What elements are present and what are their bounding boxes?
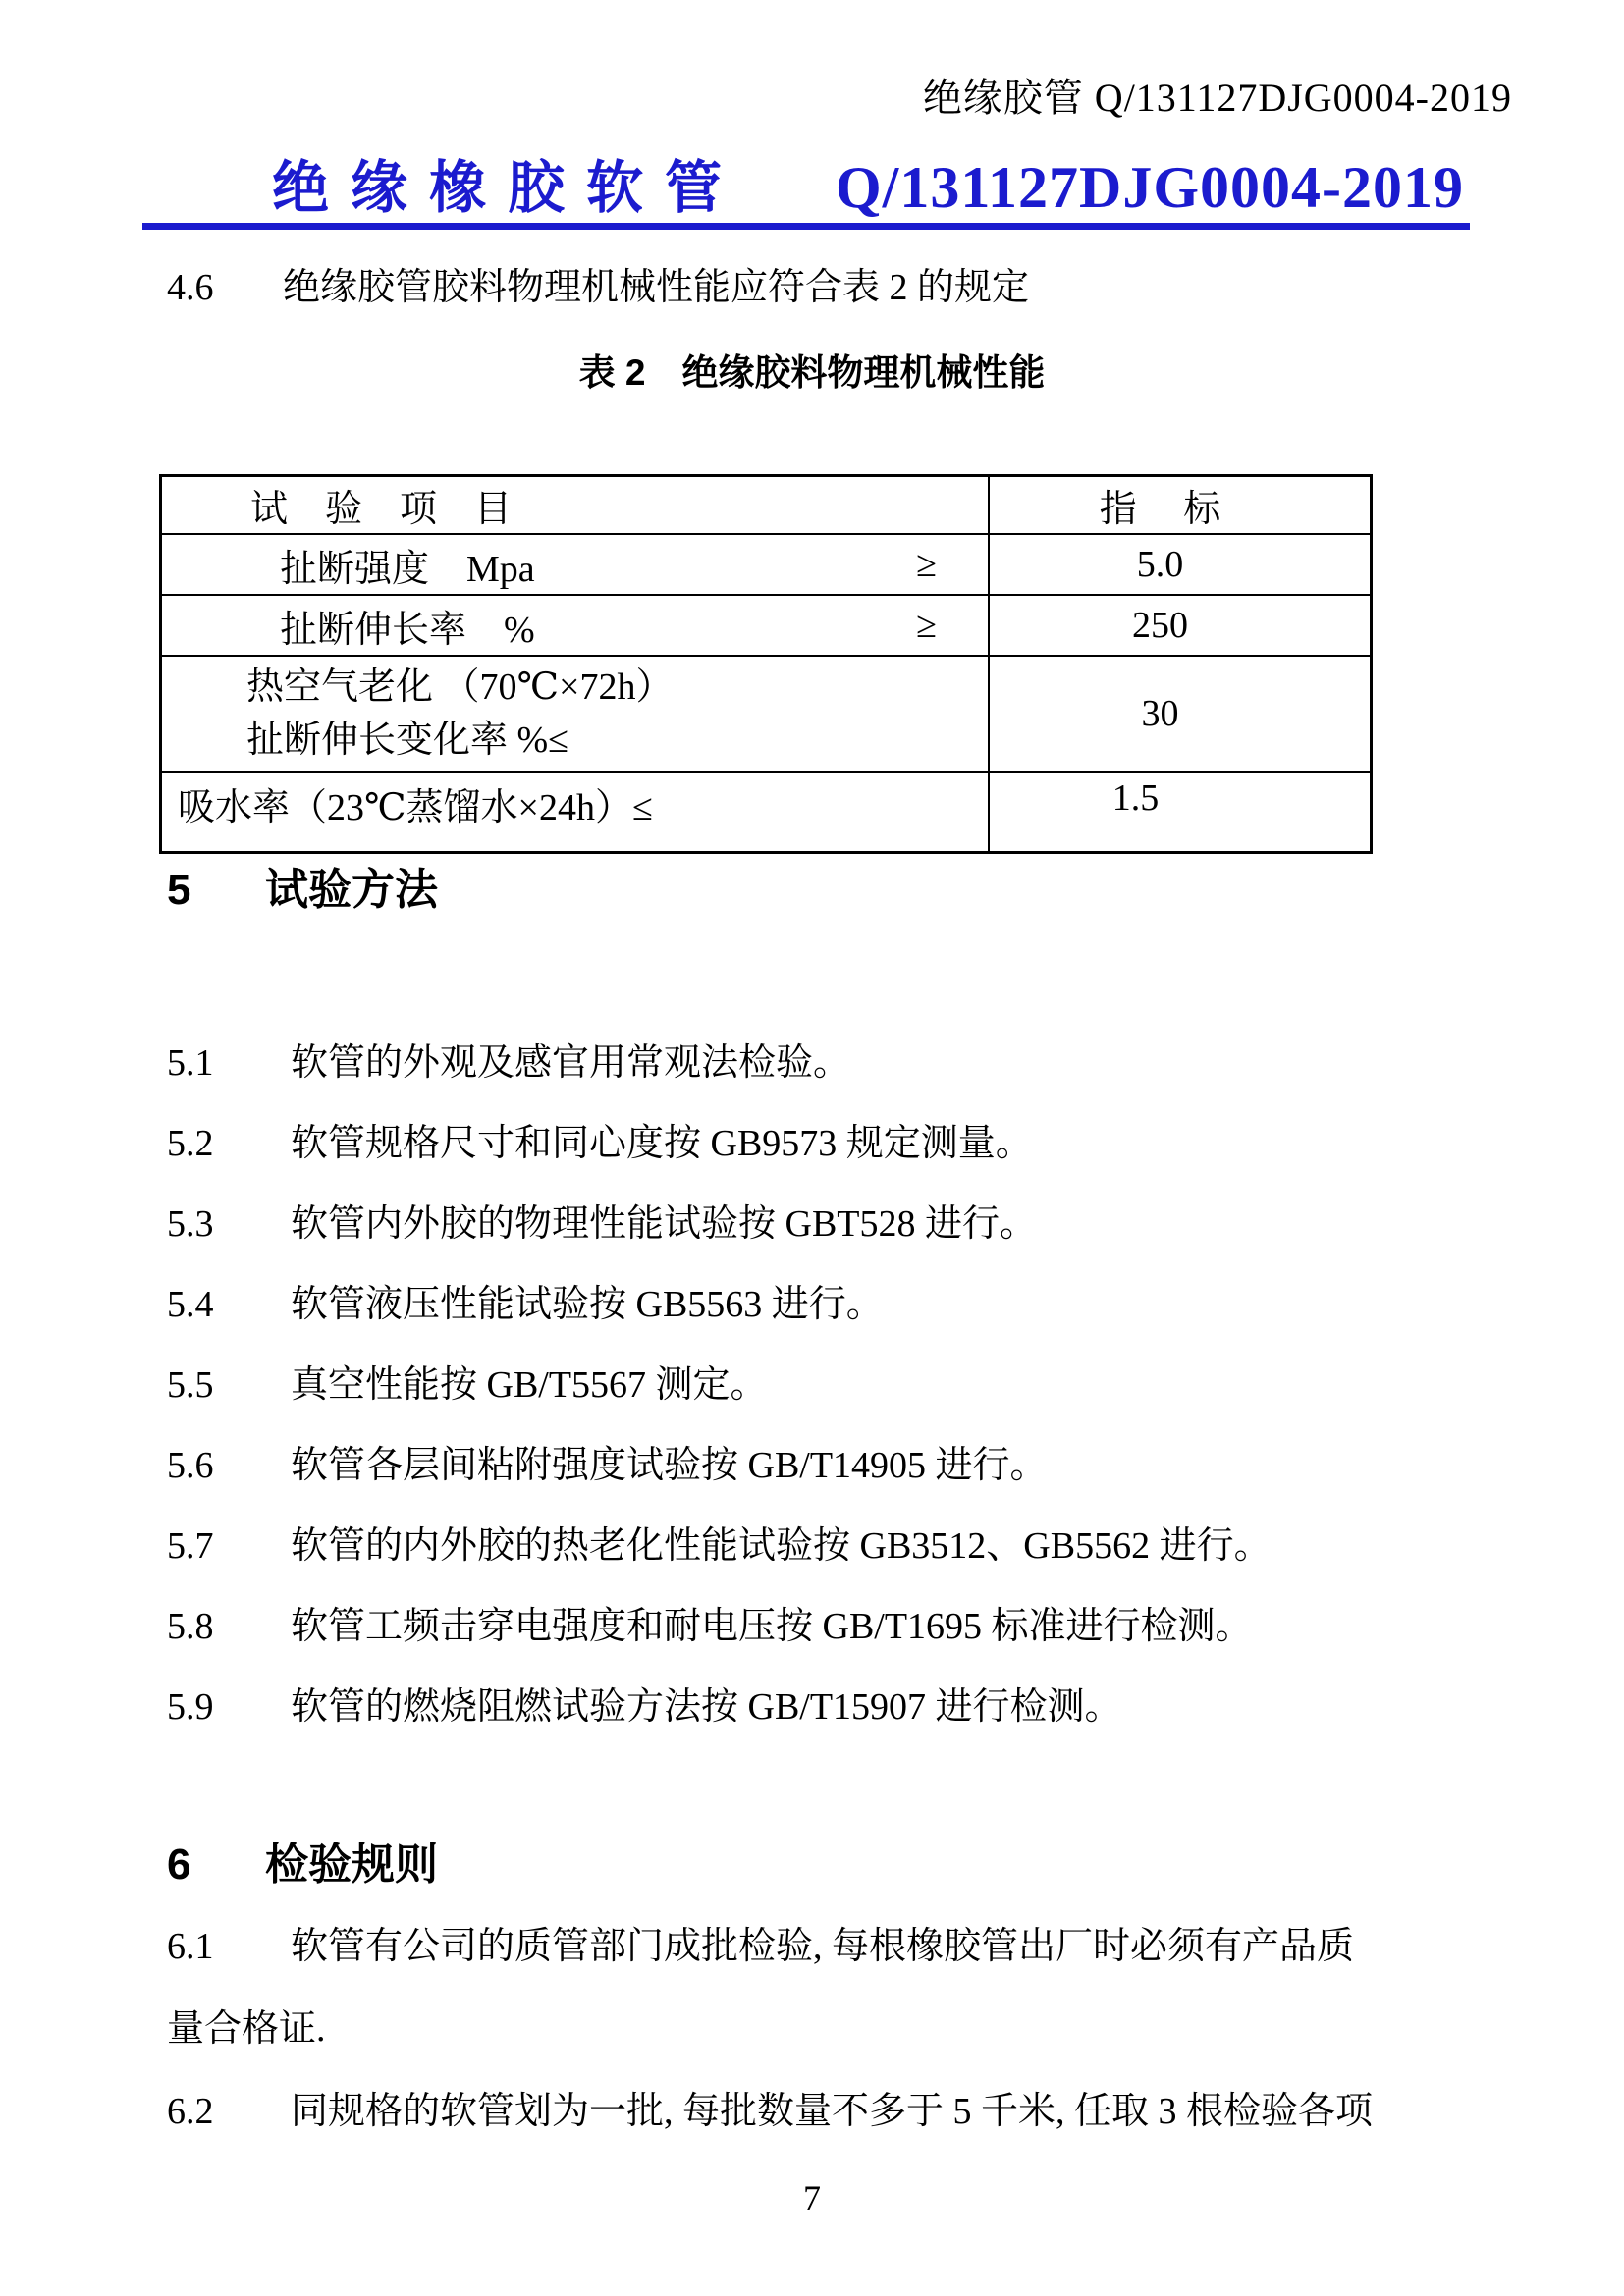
table-2 bbox=[159, 474, 1373, 854]
clause-text: 软管的内外胶的热老化性能试验按 GB3512、GB5562 进行。 bbox=[291, 1525, 1272, 1567]
header-cell-index: 指 标 bbox=[1099, 489, 1221, 530]
table-row bbox=[162, 594, 1370, 655]
row-value: 30 bbox=[1141, 693, 1179, 734]
clause-number: 5.3 bbox=[167, 1203, 214, 1245]
gte-symbol: ≥ bbox=[916, 544, 937, 585]
clause-number: 5.7 bbox=[167, 1525, 214, 1567]
clause-number: 5.4 bbox=[167, 1284, 214, 1325]
clause-number: 5.9 bbox=[167, 1686, 214, 1728]
clause-5-1 bbox=[167, 1041, 850, 1086]
clause-number: 5.6 bbox=[167, 1445, 214, 1486]
clause-5-3 bbox=[167, 1201, 1037, 1247]
row-item-name: 扯断伸长率 % bbox=[280, 609, 535, 651]
clause-5-4 bbox=[167, 1282, 884, 1327]
clause-5-6 bbox=[167, 1443, 1048, 1488]
row-value: 1.5 bbox=[1111, 777, 1160, 819]
row-item-name: 吸水率（23℃蒸馏水×24h）≤ bbox=[178, 787, 653, 828]
product-name-title: 绝缘橡胶软管 bbox=[272, 156, 744, 220]
section-5-heading bbox=[167, 866, 438, 915]
clause-5-8 bbox=[167, 1604, 1253, 1649]
table-row bbox=[162, 771, 1370, 851]
section-number: 5 bbox=[167, 866, 191, 914]
table-row bbox=[162, 655, 1370, 771]
clause-text: 量合格证. bbox=[167, 2008, 326, 2050]
clause-number: 5.2 bbox=[167, 1123, 214, 1164]
row-item-name-line2: 扯断伸长变化率 %≤ bbox=[246, 720, 569, 761]
clause-4-6 bbox=[167, 265, 1029, 310]
clause-5-5 bbox=[167, 1362, 768, 1408]
clause-6-1 bbox=[167, 1924, 1354, 1969]
clause-number: 6.1 bbox=[167, 1926, 214, 1967]
clause-text: 软管的外观及感官用常观法检验。 bbox=[291, 1042, 851, 1084]
header-cell-item: 试 验 项 目 bbox=[162, 477, 990, 533]
row-value: 250 bbox=[1132, 605, 1188, 646]
clause-text: 真空性能按 GB/T5567 测定。 bbox=[291, 1364, 768, 1406]
clause-text: 绝缘胶管胶料物理机械性能应符合表 2 的规定 bbox=[283, 267, 1030, 308]
clause-6-2 bbox=[167, 2089, 1373, 2134]
page-number: 7 bbox=[803, 2178, 821, 2217]
row-value: 5.0 bbox=[1136, 544, 1184, 585]
clause-5-7 bbox=[167, 1523, 1272, 1569]
standard-code-title: Q/131127DJG0004-2019 bbox=[835, 155, 1464, 220]
clause-text: 软管液压性能试验按 GB5563 进行。 bbox=[291, 1284, 884, 1325]
running-header: 绝缘胶管 Q/131127DJG0004-2019 bbox=[922, 76, 1512, 120]
section-title: 试验方法 bbox=[265, 866, 438, 914]
clause-number: 5.5 bbox=[167, 1364, 214, 1406]
clause-text: 软管规格尺寸和同心度按 GB9573 规定测量。 bbox=[291, 1123, 1033, 1164]
clause-number: 5.1 bbox=[167, 1042, 214, 1084]
clause-5-2 bbox=[167, 1121, 1033, 1166]
clause-number: 4.6 bbox=[167, 267, 214, 308]
letterhead-title-bar bbox=[142, 130, 1470, 230]
section-title: 检验规则 bbox=[265, 1841, 438, 1889]
clause-6-1-continuation bbox=[167, 2006, 326, 2052]
clause-number: 5.8 bbox=[167, 1606, 214, 1647]
clause-number: 6.2 bbox=[167, 2091, 214, 2132]
clause-text: 软管有公司的质管部门成批检验, 每根橡胶管出厂时必须有产品质 bbox=[291, 1926, 1355, 1967]
row-item-name: 扯断强度 Mpa bbox=[280, 548, 535, 590]
gte-symbol: ≥ bbox=[916, 605, 937, 646]
clause-text: 同规格的软管划为一批, 每批数量不多于 5 千米, 任取 3 根检验各项 bbox=[291, 2091, 1374, 2132]
clause-text: 软管的燃烧阻燃试验方法按 GB/T15907 进行检测。 bbox=[291, 1686, 1122, 1728]
clause-text: 软管各层间粘附强度试验按 GB/T14905 进行。 bbox=[291, 1445, 1048, 1486]
section-6-heading bbox=[167, 1841, 438, 1890]
section-number: 6 bbox=[167, 1841, 191, 1889]
table-row bbox=[162, 533, 1370, 594]
table-header-row bbox=[162, 477, 1370, 533]
clause-text: 软管工频击穿电强度和耐电压按 GB/T1695 标准进行检测。 bbox=[291, 1606, 1253, 1647]
clause-text: 软管内外胶的物理性能试验按 GBT528 进行。 bbox=[291, 1203, 1038, 1245]
clause-5-9 bbox=[167, 1684, 1122, 1730]
row-item-name-line1: 热空气老化 （70℃×72h） bbox=[246, 667, 674, 708]
table-2-caption: 表 2 绝缘胶料物理机械性能 bbox=[578, 352, 1046, 393]
